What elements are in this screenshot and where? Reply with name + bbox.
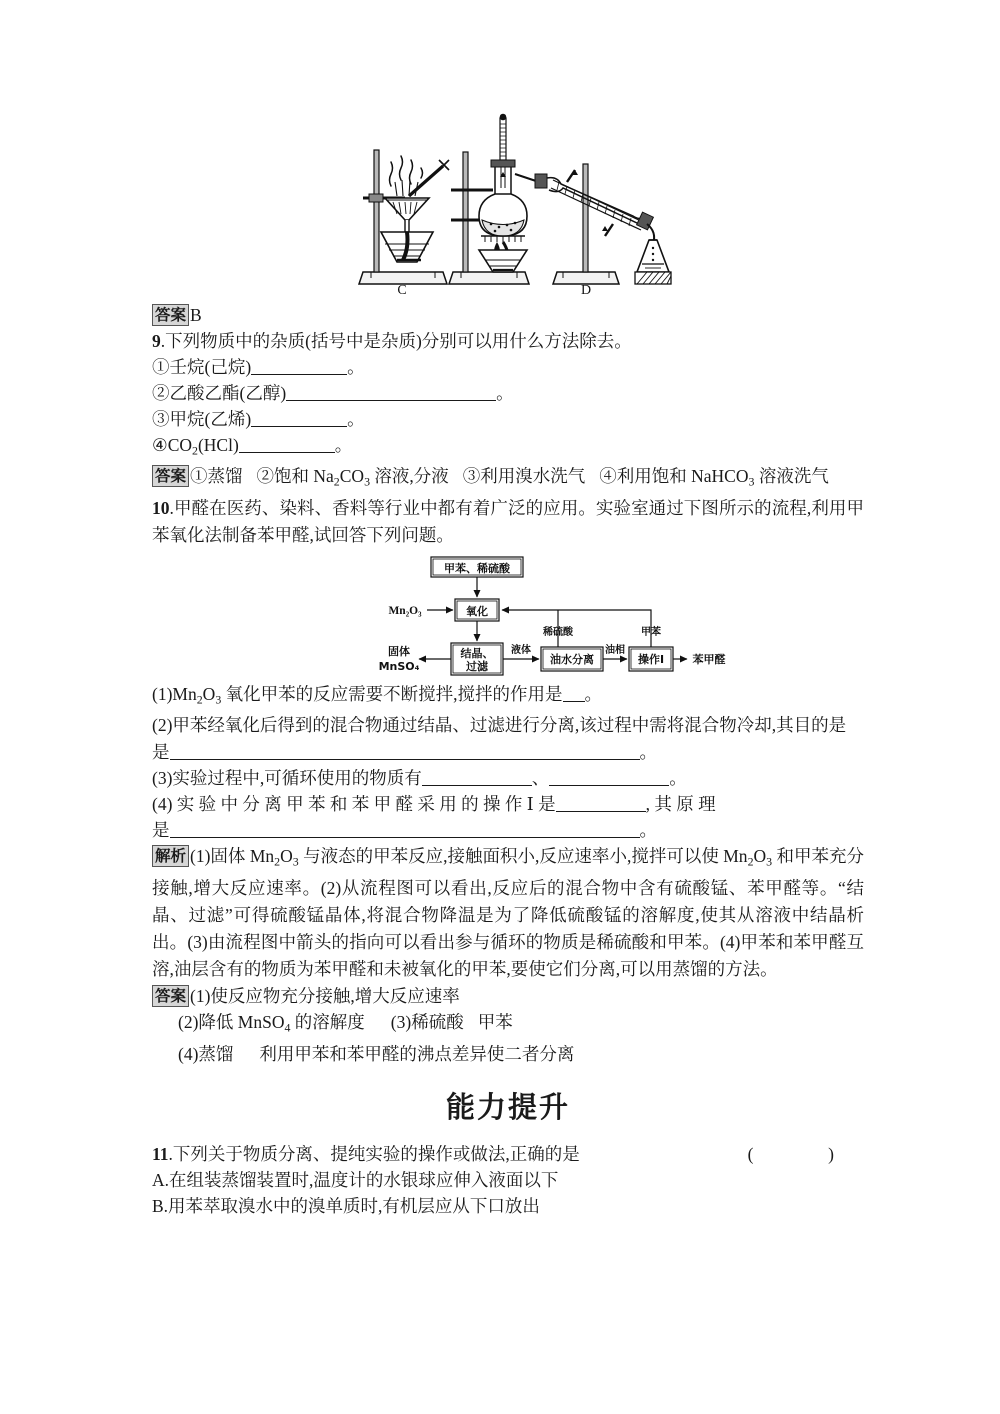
- q9-item-4-end: 。: [334, 435, 353, 455]
- q10-sub-2: [152, 712, 864, 739]
- q10-sub-4-blank-b[interactable]: [170, 822, 640, 838]
- q10-sub-3: (3)实验过程中,可循环使用的物质有 、 。: [152, 767, 687, 788]
- q9-answer-4: ④利用饱和 NaHCO$_3$ 溶液洗气: [599, 466, 829, 489]
- answer-tag: 答案: [152, 985, 189, 1007]
- analysis-tag: 解析: [152, 845, 189, 867]
- process-flow-figure: [152, 553, 864, 679]
- q11-option-b[interactable]: B.用苯萃取溴水中的溴单质时,有机层应从下口放出: [152, 1195, 540, 1216]
- apparatus-figure: [152, 112, 864, 298]
- q10-answer-1: (1)使反应物充分接触,增大反应速率: [190, 986, 460, 1007]
- q9-item-4-blank[interactable]: [239, 437, 335, 453]
- apparatus-figure-svg: [343, 112, 673, 298]
- flow-out-product: 苯甲醛: [692, 652, 726, 666]
- flow-out-mnso4: MnSO₄: [378, 659, 420, 673]
- process-flow-svg: [343, 553, 726, 679]
- q10-sub-4-blank[interactable]: [556, 796, 646, 812]
- q9-answer-row: [152, 463, 864, 494]
- q11-answer-bracket[interactable]: ( ): [747, 1143, 856, 1164]
- q9-item-1-marker: ①: [152, 357, 170, 377]
- q9-answer-1: ①蒸馏: [190, 466, 243, 487]
- q10-number: 10: [152, 497, 170, 518]
- q11-option-a[interactable]: A.在组装蒸馏装置时,温度计的水银球应伸入液面以下: [152, 1169, 559, 1190]
- q11-stem-text: .下列关于物质分离、提纯实验的操作或做法,正确的是: [168, 1143, 580, 1164]
- q10-sub-4-blankline: 是 。: [152, 819, 657, 840]
- q9-item-2-blank[interactable]: [286, 385, 496, 401]
- q10-sub-2-blank[interactable]: [170, 744, 640, 760]
- q9-item-4-marker: ④: [152, 435, 168, 455]
- q10-sub-1-text: $(1)Mn_2O_3$ 氧化甲苯的反应需要不断搅拌,搅拌的作用是: [152, 683, 563, 706]
- q10-sub-3-text: (3)实验过程中,可循环使用的物质有: [152, 767, 422, 788]
- q10-sub-4: (4) 实 验 中 分 离 甲 苯 和 苯 甲 醛 采 用 的 操 作 Ⅰ 是 , 其 原 理: [152, 793, 716, 814]
- q11-stem: [152, 1141, 864, 1167]
- q8-answer-row: [152, 302, 864, 328]
- q9-item-2-end: 。: [496, 383, 514, 403]
- q10-analysis-text: (1)固体 $Mn_2O_3$ 与液态的甲苯反应,接触面积小,反应速率小,搅拌可以使 $Mn_2O_3$ 和甲苯充分接触,增大反应速率。(2)从流程图可以看出,反应后的混合物中含有硫酸锰、苯甲醛等。“结晶、过滤”可得硫酸锰晶体,将混合物降温是为了降低硫酸锰的溶解度,使其从溶液中结晶析出。(3)由流程图中箭头的指向可以看出参与循环的物质是稀硫酸和甲苯。(4)甲苯和苯甲醛互溶,油层含有的物质为苯甲醛和未被氧化的甲苯,要使它们分离,可以用蒸馏的方法。: [152, 845, 865, 980]
- flow-box-separation: 油水分离: [550, 652, 594, 666]
- q10-sub-2-text: (2)甲苯经氧化后得到的混合物通过结晶、过滤进行分离,该过程中需将混合物冷却,其目的是: [152, 714, 847, 735]
- q9-item-3-blank[interactable]: [251, 411, 347, 427]
- q10-stem-text: .甲醛在医药、染料、香料等行业中都有着广泛的应用。实验室通过下图所示的流程,利用甲苯氧化法制备苯甲醛,试回答下列问题。: [152, 497, 864, 545]
- q9-number: 9: [152, 331, 161, 351]
- answer-tag: 答案: [152, 465, 189, 487]
- q10-sub-1: $(1)Mn_2O_3$ 氧化甲苯的反应需要不断搅拌,搅拌的作用是 。: [152, 683, 603, 706]
- q9-item-3: [152, 406, 864, 432]
- q9-item-4-text: $CO_2(HCl)$: [167, 435, 239, 458]
- flow-label-oil-phase: 油相: [605, 644, 625, 656]
- q9-answer-3: ③利用溴水洗气: [462, 466, 586, 487]
- answer-tag: 答案: [152, 304, 189, 326]
- q9-item-3-marker: ③: [152, 409, 170, 429]
- q10-answer-2b: (3)稀硫酸: [390, 1012, 464, 1033]
- flow-box-crystallize-2: 过滤: [466, 659, 488, 673]
- q9-item-4: [152, 432, 864, 463]
- flow-label-liquid: 液体: [511, 644, 531, 656]
- flow-out-solid: 固体: [388, 644, 410, 658]
- q10-stem: [152, 495, 864, 549]
- q10-answer-row1: [152, 983, 864, 1009]
- flow-reagent-left: Mn₂O₃: [388, 604, 422, 617]
- q10-answer-2c: 甲苯: [477, 1012, 513, 1033]
- q9-item-1: [152, 354, 864, 380]
- q10-answer-3a: (4)蒸馏: [178, 1043, 234, 1064]
- flow-box-crystallize-1: 结晶、: [460, 646, 494, 660]
- section-heading: 能力提升: [445, 1089, 570, 1124]
- q10-sub-2-blankline: 是 。: [152, 741, 657, 762]
- flow-label-toluene: 甲苯: [641, 626, 661, 638]
- q9-item-1-end: 。: [347, 357, 365, 377]
- q8-answer-value: B: [190, 305, 202, 325]
- flow-label-dilute-acid: 稀硫酸: [543, 626, 573, 638]
- flow-box-oxidation: 氧化: [466, 604, 488, 618]
- q9-stem: [152, 328, 864, 354]
- q10-answer-2a: (2)降低 MnSO$_4$ 的溶解度: [178, 1012, 365, 1035]
- q11-number: 11: [152, 1143, 169, 1164]
- q9-item-2-marker: ②: [152, 383, 170, 403]
- q9-item-2-text: 乙酸乙酯(乙醇): [169, 383, 287, 403]
- q10-answer-row2: [152, 1009, 864, 1040]
- q9-item-1-blank[interactable]: [251, 359, 347, 375]
- apparatus-caption-c: C: [397, 283, 407, 298]
- q10-sub-4-text: (4) 实 验 中 分 离 甲 苯 和 苯 甲 醛 采 用 的 操 作 Ⅰ 是: [152, 793, 556, 814]
- flow-input-top: 甲苯、稀硫酸: [444, 561, 510, 575]
- q10-answer-3b: 利用甲苯和苯甲醛的沸点差异使二者分离: [259, 1043, 575, 1064]
- q10-sub-3-blank-b[interactable]: [549, 770, 669, 786]
- q9-answer-2: ②饱和 $Na_2CO_3$ 溶液,分液: [256, 466, 449, 489]
- q9-item-1-text: 壬烷(己烷): [169, 357, 252, 377]
- apparatus-caption-d: D: [580, 283, 592, 298]
- q9-item-3-text: 甲烷(乙烯): [169, 409, 252, 429]
- q10-analysis: [152, 843, 864, 983]
- q10-sub-1-blank[interactable]: [563, 686, 585, 702]
- flow-box-operation: 操作Ⅰ: [637, 652, 665, 666]
- page-content: [152, 112, 864, 1219]
- q10-sub-3-blank-a[interactable]: [422, 770, 532, 786]
- q9-item-2: [152, 380, 864, 406]
- q9-stem-text: .下列物质中的杂质(括号中是杂质)分别可以用什么方法除去。: [160, 331, 632, 351]
- q10-answer-row3: [152, 1041, 864, 1067]
- q9-item-3-end: 。: [347, 409, 365, 429]
